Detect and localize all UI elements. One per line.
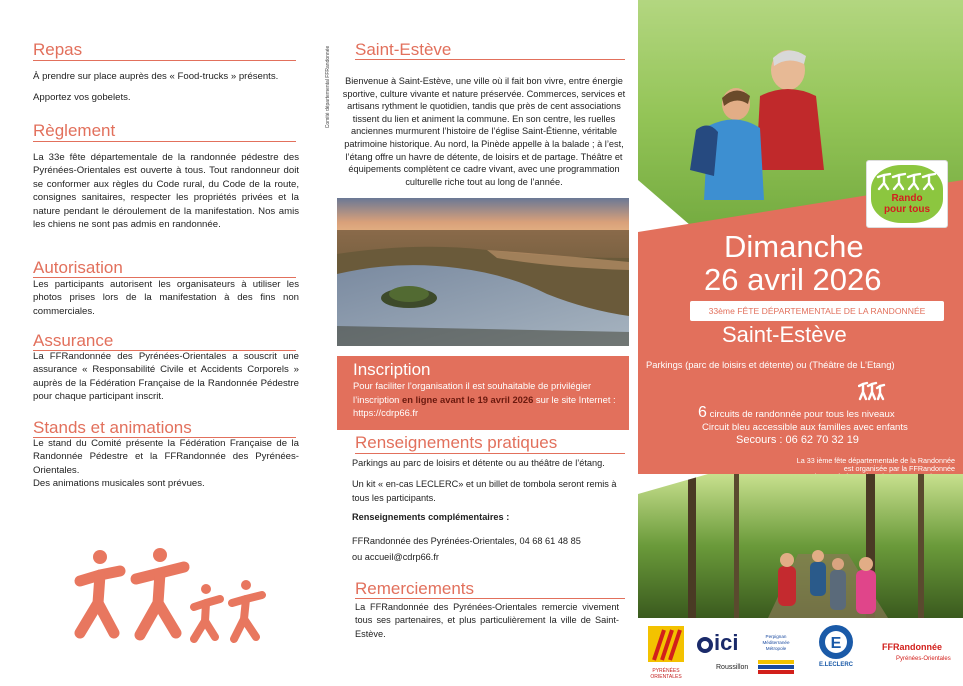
sponsor-pyrenees-orientales bbox=[644, 624, 688, 680]
inscription-body bbox=[353, 379, 623, 420]
catalan-flag-icon bbox=[646, 624, 686, 666]
renseignements-p4: FFRandonnée des Pyrénées-Orientales, 04 68 61 48 85 bbox=[352, 535, 581, 546]
inscription-highlight: en ligne avant le 19 avril 2026 bbox=[401, 393, 534, 405]
saint-esteve-title: Saint-Estève bbox=[355, 40, 452, 59]
sponsor-ffrandonnee bbox=[878, 624, 960, 680]
renseignements-p1: Parkings au parc de loisirs et détente ou au théâtre de l’étang. bbox=[352, 458, 605, 468]
organisers-line2: est organisée par la FFRandonnée bbox=[843, 464, 955, 473]
sponsor-leclerc bbox=[814, 624, 858, 680]
inscription-title: Inscription bbox=[353, 360, 431, 379]
stands-p1: Le stand du Comité présente la Fédération Française de la Randonnée Pédestre et la FFRandonnée des Pyrénées-Orientales. bbox=[33, 438, 299, 476]
event-parkings: Parkings (parc de loisirs et détente) ou (Théâtre de L’Etang) bbox=[646, 359, 895, 370]
renseignements-p2: Un kit « en-cas LECLERC» et un billet de tombola seront remis à tous les participants. bbox=[352, 479, 617, 503]
sponsor-leclerc-text: E.LECLERC bbox=[818, 662, 853, 668]
event-date: 26 avril 2026 bbox=[704, 262, 882, 297]
event-secours: Secours : 06 62 70 32 19 bbox=[736, 434, 859, 446]
remerciements-body: La FFRandonnée des Pyrénées-Orientales remercie vivement tous ses partenaires, et plus particulièrement la ville de Saint-Estève. bbox=[355, 602, 619, 639]
inscription-line1: Pour faciliter l’organisation il est souhaitable de privilégier l’inscription bbox=[353, 380, 592, 405]
hikers-icon bbox=[68, 545, 273, 650]
stands-body bbox=[33, 437, 299, 491]
sponsor-roussillon-text: Roussillon bbox=[716, 664, 749, 671]
ici-logo-icon bbox=[696, 636, 714, 654]
sponsor-po-text: PYRÉNÉES ORIENTALES bbox=[650, 668, 682, 680]
repas-body bbox=[33, 70, 296, 105]
event-day: Dimanche bbox=[724, 229, 864, 264]
sponsor-ici-roussillon bbox=[696, 624, 748, 680]
sponsor-ici-text: ici bbox=[714, 630, 739, 655]
repas-title: Repas bbox=[33, 40, 83, 59]
event-circuits bbox=[698, 404, 895, 422]
inscription-box bbox=[337, 356, 629, 430]
renseignements-title: Renseignements pratiques bbox=[355, 433, 558, 452]
saint-esteve-body: Bienvenue à Saint-Estève, une ville où il fait bon vivre, entre énergie sportive, culture vivante et nature préservée. Commerces, services et artisans rythment le quotidien, tandis que près de cent associations tissent du lien et animent la commune. En son centre, les ruelles anciennes murmurent l’histoire de l’église Saint-Étienne, véritable patrimoine historique. Au nord, la Pinède appelle à la balade ; à l’est, l’étang offre un havre de détente, de loisirs et de partage. Théâtre et équipements complètent ce cadre vivant, avec une programmation culturelle riche tout au long de l’année. bbox=[342, 76, 626, 187]
sponsor-perpignan-text: Perpignan Méditerranée Métropole bbox=[762, 634, 790, 651]
event-badge bbox=[690, 301, 944, 321]
organisers-line1: La 33 ième fête départementale de la Randonnée bbox=[796, 456, 955, 465]
rando-pour-tous-logo bbox=[866, 160, 948, 228]
reglement-title: Règlement bbox=[33, 121, 116, 140]
sponsor-perpignan bbox=[758, 624, 802, 680]
reglement-rule bbox=[33, 141, 296, 142]
sponsor-ffr-text: FFRandonnée bbox=[882, 642, 942, 652]
event-city: Saint-Estève bbox=[722, 322, 847, 347]
inscription-line2: sur le site Internet : https://cdrp66.fr bbox=[353, 393, 616, 418]
small-hikers-icon bbox=[858, 379, 886, 401]
event-badge-text: 33ème FÊTE DÉPARTEMENTALE DE LA RANDONNÉE bbox=[708, 306, 926, 316]
renseignements-p3: Renseignements complémentaires : bbox=[352, 512, 510, 523]
aerial-lake-photo bbox=[337, 198, 629, 346]
renseignements-rule bbox=[355, 453, 625, 454]
leclerc-logo-icon bbox=[818, 624, 854, 660]
autorisation-title: Autorisation bbox=[33, 258, 123, 277]
svg-text:E: E bbox=[830, 635, 842, 652]
repas-p2: Apportez vos gobelets. bbox=[33, 92, 131, 104]
autorisation-body: Les participants autorisent les organisateurs à utiliser les photos prises lors de la manifestation à des fins non commerciales. bbox=[33, 279, 299, 317]
stands-p2: Des animations musicales sont prévues. bbox=[33, 478, 205, 490]
logo-text: Rando pour tous bbox=[883, 193, 931, 215]
sponsor-ffr-sub: Pyrénées-Orientales bbox=[896, 656, 951, 662]
assurance-body: La FFRandonnée des Pyrénées-Orientales a souscrit une assurance « Responsabilité Civile et Accidents Corporels » auprès de la Fédération Française de la Randonnée Pédestre pour chaque participant inscrit. bbox=[33, 351, 299, 403]
credit-text: Comité départemental FFRandonnée bbox=[325, 45, 331, 129]
renseignements-body bbox=[352, 457, 632, 564]
stands-title: Stands et animations bbox=[33, 418, 192, 437]
remerciements-rule bbox=[355, 598, 625, 599]
logo-hikers-icon bbox=[875, 169, 941, 191]
repas-rule bbox=[33, 60, 296, 61]
remerciements-title: Remerciements bbox=[355, 579, 475, 598]
perpignan-stripes-icon bbox=[758, 660, 794, 674]
circuits-number: 6 bbox=[698, 404, 707, 421]
event-circuit-bleu: Circuit bleu accessible aux familles avec enfants bbox=[702, 422, 908, 433]
repas-p1: À prendre sur place auprès des « Food-trucks » présents. bbox=[33, 71, 279, 82]
sponsors-strip bbox=[638, 618, 963, 686]
circuits-text: circuits de randonnée pour tous les niveaux bbox=[706, 409, 895, 420]
assurance-title: Assurance bbox=[33, 331, 114, 350]
renseignements-p5: ou accueil@cdrp66.fr bbox=[352, 552, 439, 563]
forest-hikers-photo bbox=[638, 474, 963, 618]
vertical-credit bbox=[322, 40, 332, 140]
reglement-body: La 33e fête départementale de la randonnée pédestre des Pyrénées-Orientales est ouverte à tous. Tout randonneur doit se conformer aux règles du Code rural, du Code de la route, consignes sanitaires, respecter les propriétés privées et la nature pendant le déroulement de la manifestation. Nos amis les chiens ne sont pas admis en randonnée. bbox=[33, 152, 299, 231]
saint-esteve-rule bbox=[355, 59, 625, 60]
